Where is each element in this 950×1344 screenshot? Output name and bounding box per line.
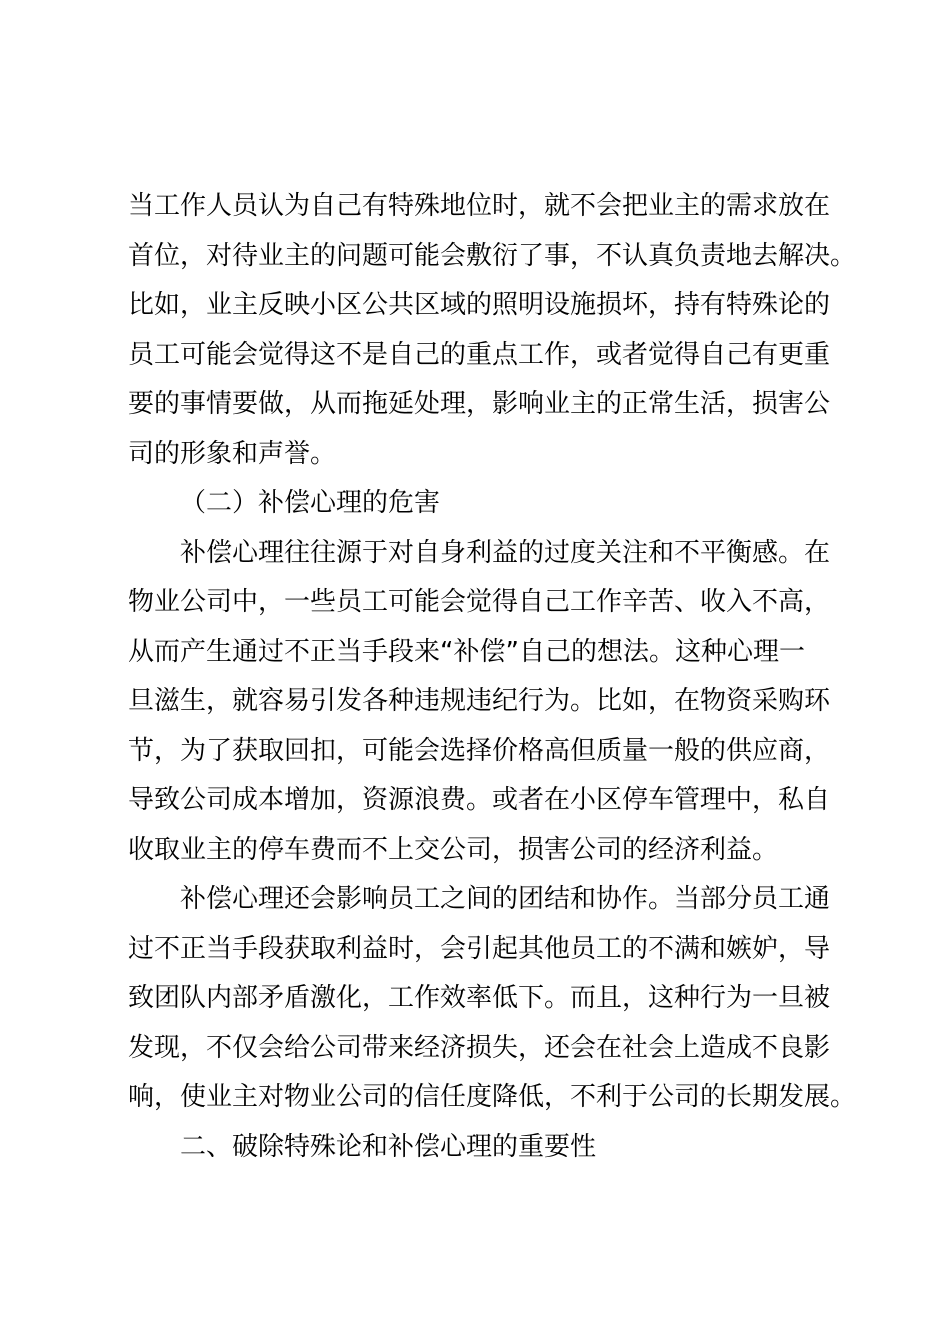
text-line: 物业公司中，一些员工可能会觉得自己工作辛苦、收入不高， xyxy=(128,587,831,617)
text-line: 节，为了获取回扣，可能会选择价格高但质量一般的供应商， xyxy=(128,735,831,766)
text-line: 过不正当手段获取利益时，会引起其他员工的不满和嫉妒，导 xyxy=(128,933,831,964)
text-line: 补偿心理还会影响员工之间的团结和协作。当部分员工通 xyxy=(180,884,831,914)
text-line: 响，使业主对物业公司的信任度降低，不利于公司的长期发展。 xyxy=(128,1082,857,1112)
text-line: 导致公司成本增加，资源浪费。或者在小区停车管理中，私自 xyxy=(128,785,831,815)
text-line: 收取业主的停车费而不上交公司，损害公司的经济利益。 xyxy=(128,834,779,865)
text-line: 首位，对待业主的问题可能会敷衍了事，不认真负责地去解决。 xyxy=(128,240,857,271)
paragraph-compensation-teamwork xyxy=(128,875,857,1123)
text-line: 致团队内部矛盾激化，工作效率低下。而且，这种行为一旦被 xyxy=(128,983,831,1013)
paragraph-special-status-harm xyxy=(128,182,857,479)
text-line: 旦滋生，就容易引发各种违规违纪行为。比如，在物资采购环 xyxy=(128,686,831,716)
text-line: 当工作人员认为自己有特殊地位时，就不会把业主的需求放在 xyxy=(128,191,831,221)
text-line: 发现，不仅会给公司带来经济损失，还会在社会上造成不良影 xyxy=(128,1032,831,1063)
text-line: 补偿心理往往源于对自身利益的过度关注和不平衡感。在 xyxy=(180,537,831,568)
text-line: 比如，业主反映小区公共区域的照明设施损坏，持有特殊论的 xyxy=(128,290,831,320)
text-line: 从而产生通过不正当手段来“补偿”自己的想法。这种心理一 xyxy=(128,636,805,667)
document-page xyxy=(128,182,857,1172)
section-heading-compensation xyxy=(128,479,838,529)
paragraph-compensation-origin xyxy=(128,529,838,876)
heading-text: 二、破除特殊论和补偿心理的重要性 xyxy=(180,1131,597,1162)
section-heading-importance xyxy=(128,1123,838,1173)
heading-text: （二）补偿心理的危害 xyxy=(180,488,441,518)
text-line: 员工可能会觉得这不是自己的重点工作，或者觉得自己有更重 xyxy=(128,339,831,370)
text-line: 要的事情要做，从而拖延处理，影响业主的正常生活，损害公 xyxy=(128,389,831,419)
text-line: 司的形象和声誉。 xyxy=(128,438,337,469)
